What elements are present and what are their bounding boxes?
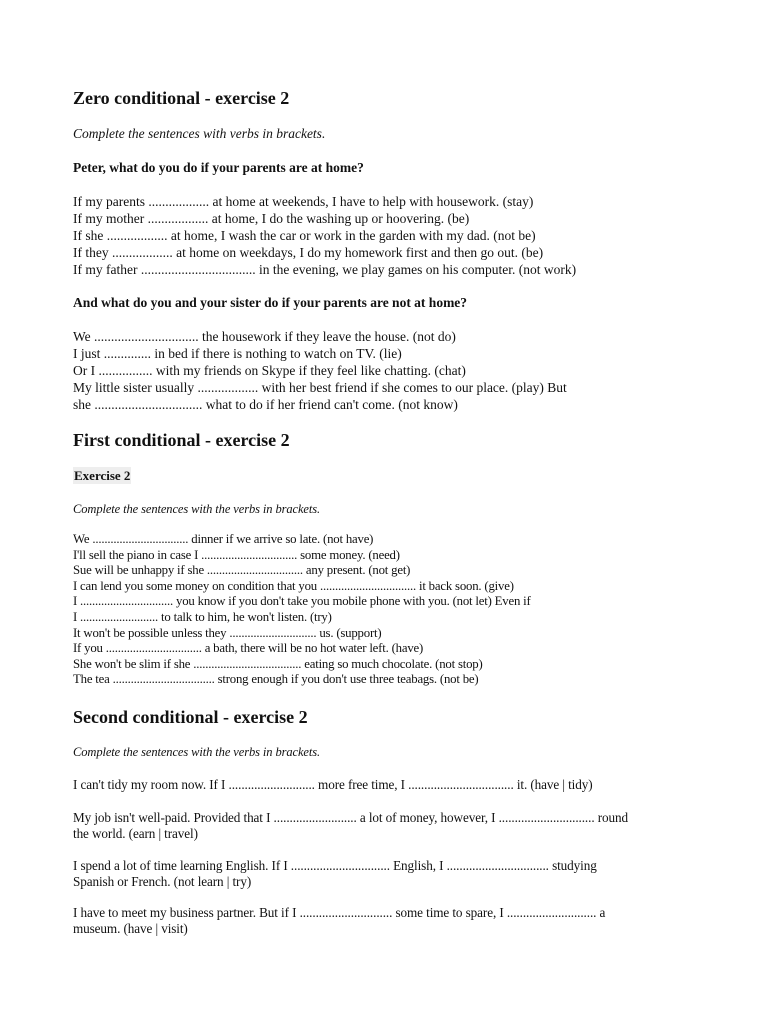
zero-question-2: And what do you and your sister do if your parents are not at home?	[73, 295, 468, 310]
second-paragraph-4	[73, 905, 605, 937]
exercise-line: The tea .................................. strong enough if you don't use three teabags. (not be)	[73, 672, 479, 687]
first-instruction: Complete the sentences with the verbs in brackets.	[73, 502, 321, 516]
exercise-line: Or I ................ with my friends on Skype if they feel like chatting. (chat)	[73, 363, 466, 378]
exercise-line: We ................................ dinner if we arrive so late. (not have)	[73, 532, 374, 546]
zero-instruction: Complete the sentences with verbs in brackets.	[73, 126, 326, 141]
exercise-line: I ............................... you know if you don't take you mobile phone with you. (not let) Even if	[73, 594, 531, 609]
second-paragraph-1	[73, 777, 593, 793]
exercise-line: If she .................. at home, I wash the car or work in the garden with my dad. (not be)	[73, 228, 536, 243]
exercise-line: My little sister usually .................. with her best friend if she comes to our place. (play) But	[73, 380, 567, 395]
exercise-line: Spanish or French. (not learn | try)	[73, 874, 252, 889]
exercise-line: I can lend you some money on condition that you ................................ it back soon. (give)	[73, 578, 514, 593]
exercise-line: If they .................. at home on weekdays, I do my homework first and then go out. (be)	[73, 245, 544, 260]
exercise-line: If my father .................................. in the evening, we play games on his computer. (not work)	[73, 262, 577, 277]
exercise-line: I just .............. in bed if there is nothing to watch on TV. (lie)	[73, 346, 402, 361]
first-subheading: Exercise 2	[74, 468, 131, 483]
exercise-line: she ................................ what to do if her friend can't come. (not know)	[73, 397, 458, 412]
exercise-line: museum. (have | visit)	[73, 921, 188, 936]
second-paragraph-3	[73, 858, 597, 890]
exercise-line: My job isn't well-paid. Provided that I .......................... a lot of money, however, I .............................. round	[73, 810, 628, 825]
exercise-line: She won't be slim if she .................................... eating so much chocolate. (not stop)	[73, 656, 483, 671]
exercise-line: Sue will be unhappy if she ................................ any present. (not get)	[73, 563, 411, 578]
zero-conditional-title: Zero conditional - exercise 2	[73, 88, 290, 108]
exercise-line: If you ................................ a bath, there will be no hot water left. (have)	[73, 641, 424, 656]
first-lines	[73, 532, 531, 688]
second-paragraph-2	[73, 810, 628, 842]
zero-question-1: Peter, what do you do if your parents are at home?	[73, 160, 364, 175]
exercise-line: I have to meet my business partner. But if I ............................. some time to spare, I ............................ a	[73, 905, 606, 920]
exercise-line: We ............................... the housework if they leave the house. (not do)	[73, 329, 456, 344]
first-conditional-title: First conditional - exercise 2	[73, 430, 290, 450]
exercise-line: If my parents .................. at home at weekends, I have to help with housework. (stay)	[73, 194, 534, 209]
exercise-line: I .......................... to talk to him, he won't listen. (try)	[73, 609, 332, 624]
exercise-line: It won't be possible unless they ............................. us. (support)	[73, 625, 382, 640]
zero-lines-1	[73, 193, 576, 278]
exercise-line: If my mother .................. at home, I do the washing up or hoovering. (be)	[73, 211, 470, 226]
exercise-line: I spend a lot of time learning English. If I ............................... English, I ................................ studying	[73, 858, 597, 873]
zero-lines-2	[73, 328, 567, 413]
second-conditional-title: Second conditional - exercise 2	[73, 707, 308, 727]
exercise-line: I'll sell the piano in case I ................................ some money. (need)	[73, 547, 400, 562]
exercise-line: the world. (earn | travel)	[73, 826, 198, 841]
exercise-line: I can't tidy my room now. If I ........................... more free time, I ................................. it. (have | tidy)	[73, 777, 593, 792]
second-instruction: Complete the sentences with the verbs in brackets.	[73, 745, 321, 759]
